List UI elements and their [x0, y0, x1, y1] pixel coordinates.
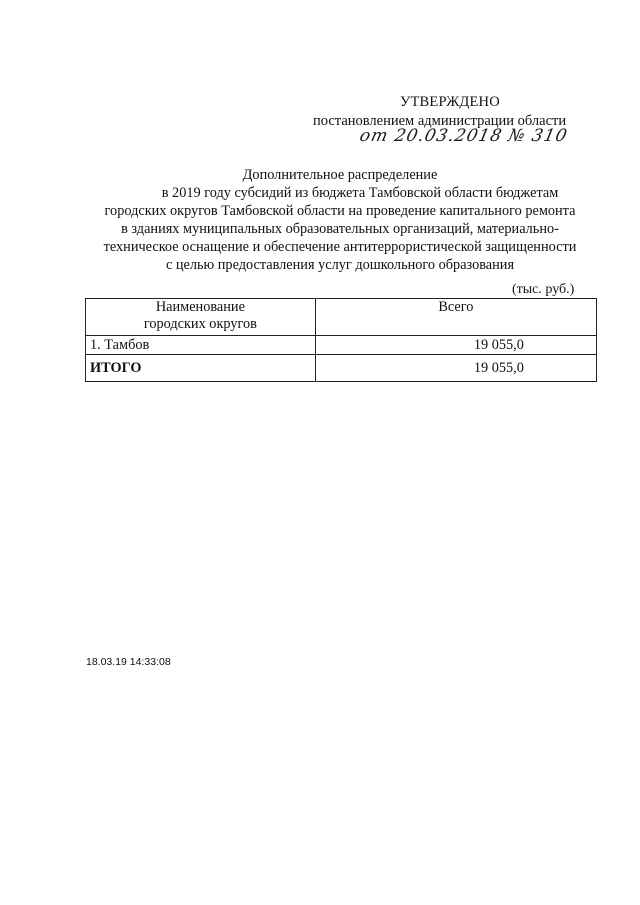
table-header-row: [86, 299, 597, 336]
resolution-line: постановлением администрации области: [313, 113, 567, 129]
subsidy-table: [85, 298, 597, 382]
title-line: в зданиях муниципальных образовательных организаций, материально-: [121, 221, 559, 237]
units-label: (тыс. руб.): [512, 282, 575, 297]
column-header-name: [86, 299, 316, 336]
row-name-cell: 1. Тамбов: [86, 336, 316, 355]
summary-total-cell: 19 055,0: [315, 355, 596, 382]
summary-label-cell: ИТОГО: [86, 355, 316, 382]
document-title: [80, 166, 600, 274]
column-header-total: Всего: [315, 299, 596, 336]
table-row: [86, 336, 597, 355]
header-name-line2: городских округов: [143, 316, 257, 332]
row-total-cell: 19 055,0: [315, 336, 596, 355]
title-line: техническое оснащение и обеспечение антитеррористической защищенности: [103, 239, 577, 255]
title-line: Дополнительное распределение: [242, 167, 438, 183]
header-name-line1: Наименование: [155, 299, 245, 315]
approved-heading: УТВЕРЖДЕНО: [400, 94, 500, 110]
summary-row: [86, 355, 597, 382]
handwritten-reference: от 20.03.2018 № 310: [357, 126, 570, 146]
title-line: с целью предоставления услуг дошкольного образования: [165, 257, 515, 273]
print-timestamp: 18.03.19 14:33:08: [86, 656, 171, 668]
title-line: в 2019 году субсидий из бюджета Тамбовской области бюджетам: [161, 185, 559, 201]
title-line: городских округов Тамбовской области на проведение капитального ремонта: [104, 203, 576, 219]
